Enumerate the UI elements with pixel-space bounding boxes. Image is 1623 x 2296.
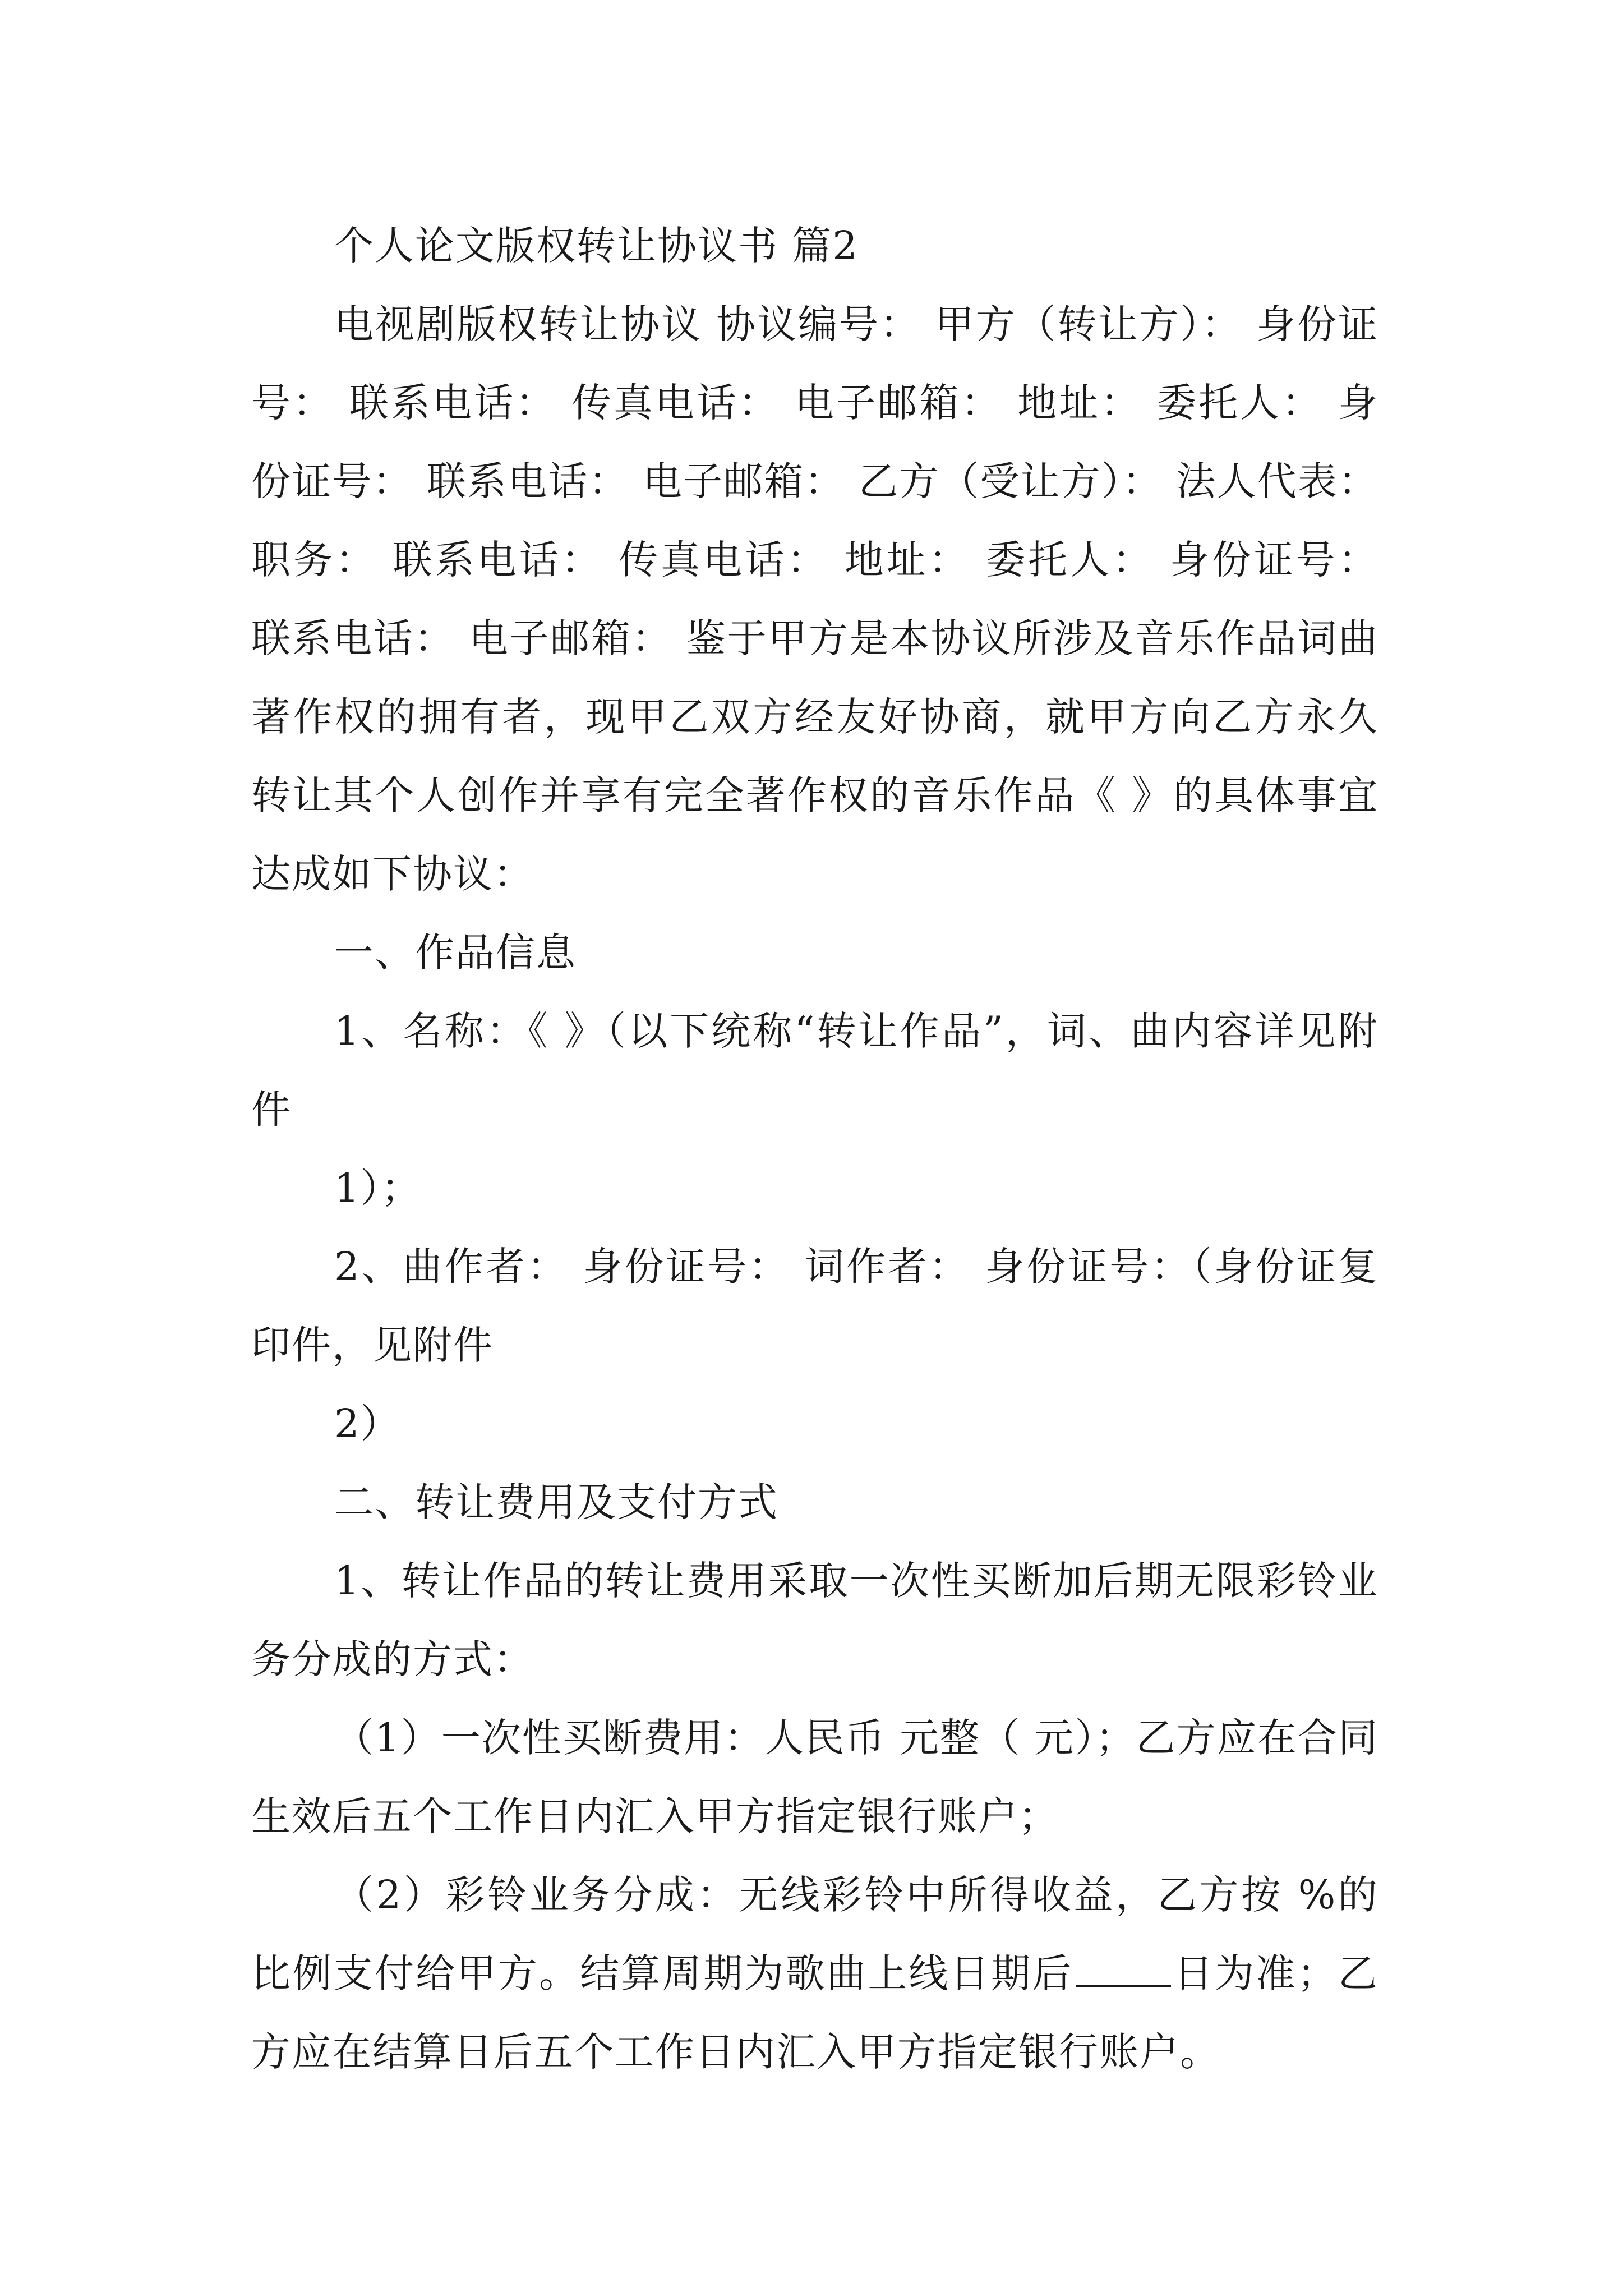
clause-work-name: 1、名称：《 》（以下统称“转让作品”，词、曲内容详见附件 bbox=[251, 1008, 1378, 1133]
clause-ringtone-share bbox=[251, 1856, 1378, 2091]
ringtone-share-text-part1: （2）彩铃业务分成：无线彩铃中所得收益，乙方按 %的比例支付给甲方。结算周期为歌曲上线日期后 bbox=[251, 1872, 1378, 1996]
section-heading-work-info: 一、作品信息 bbox=[334, 930, 577, 976]
document-title: 个人论文版权转让协议书 篇2 bbox=[334, 223, 859, 269]
clause-authors: 2、曲作者： 身份证号： 词作者： 身份证号：（身份证复印件，见附件 bbox=[251, 1244, 1378, 1368]
ringtone-share-text-part2: 日为准；乙方应在结算日后五个工作日内汇入甲方指定银行账户。 bbox=[251, 1950, 1379, 2075]
clause-authors-continued: 2） bbox=[334, 1401, 401, 1447]
clause-fee-method: 1、转让作品的转让费用采取一次性买断加后期无限彩铃业务分成的方式： bbox=[251, 1558, 1378, 1682]
clause-buyout-fee: （1）一次性买断费用：人民币 元整（ 元）；乙方应在合同生效后五个工作日内汇入甲方指定银行账户； bbox=[251, 1715, 1378, 1839]
clause-work-name-continued: 1）； bbox=[334, 1165, 422, 1211]
document-body bbox=[251, 206, 1378, 2091]
preamble-paragraph: 电视剧版权转让协议 协议编号： 甲方（转让方）： 身份证号： 联系电话： 传真电话： 电子邮箱： 地址： 委托人： 身份证号： 联系电话： 电子邮箱： 乙方（受让方）： 法人代表： 职务： 联系电话： 传真电话： 地址： 委托人： 身份证号： 联系电话： 电子邮箱： 鉴于甲方是本协议所涉及音乐作品词曲著作权的拥有者，现甲乙双方经友好协商，就甲方向乙方永久转让其个人创作并享有完全著作权的音乐作品《 》的具体事宜达成如下协议： bbox=[251, 301, 1378, 897]
section-heading-fees: 二、转让费用及支付方式 bbox=[334, 1479, 778, 1525]
settlement-days-blank bbox=[1076, 1946, 1171, 1987]
